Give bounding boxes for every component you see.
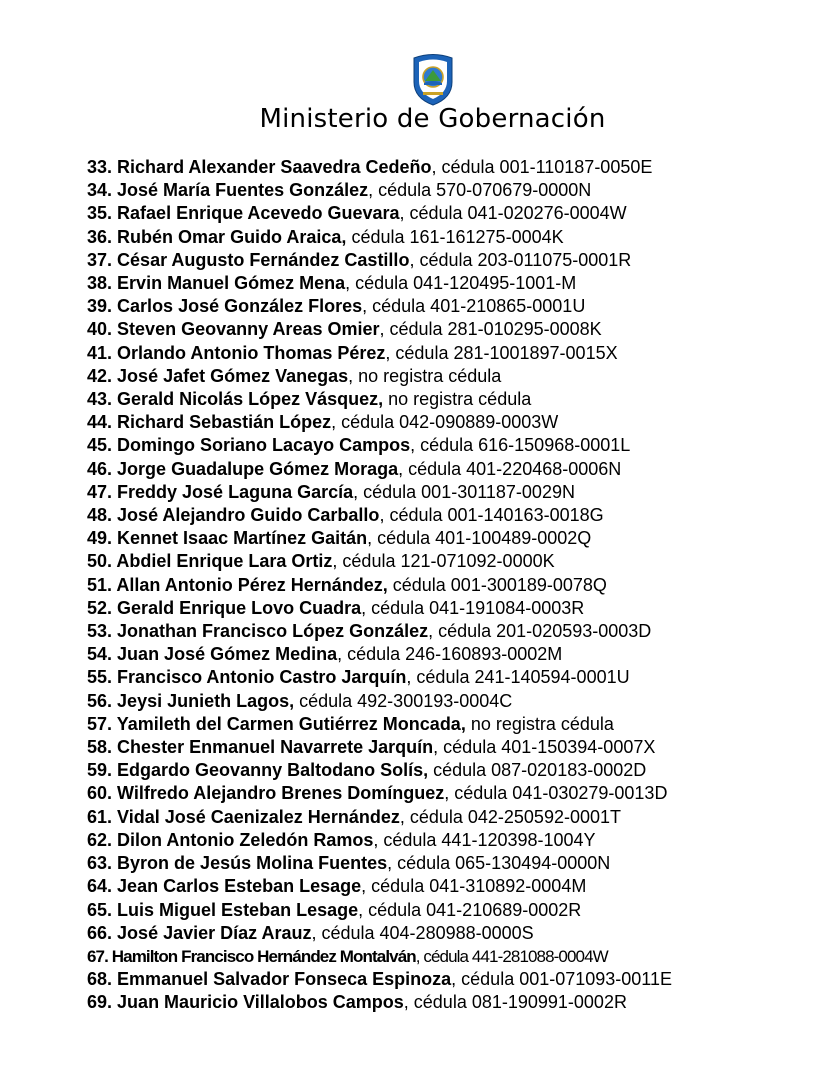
- entry-number: 40.: [87, 319, 113, 340]
- entry-number: 61.: [87, 806, 113, 827]
- entry-number: 49.: [87, 528, 113, 549]
- entry-name: Gerald Nicolás López Vásquez,: [117, 389, 384, 410]
- person-name: [87, 366, 348, 386]
- entry-number: 36.: [87, 226, 113, 247]
- entry-name: Orlando Antonio Thomas Pérez: [117, 342, 386, 363]
- entry-number: 35.: [87, 203, 113, 224]
- entry-detail: , cédula 246-160893-0002M: [337, 644, 563, 665]
- entry-number: 37.: [87, 249, 113, 270]
- entry-detail: , cédula 121-071092-0000K: [332, 551, 555, 572]
- list-item: [87, 643, 807, 666]
- entry-detail: cédula 001-300189-0078Q: [387, 574, 607, 595]
- list-item: [87, 458, 807, 481]
- coat-of-arms-icon: [410, 52, 456, 106]
- entry-name: Emmanuel Salvador Fonseca Espinoza: [117, 969, 452, 990]
- entry-name: Allan Antonio Pérez Hernández,: [116, 574, 388, 595]
- entry-detail: , cédula 042-090889-0003W: [331, 412, 559, 433]
- entry-name: Kennet Isaac Martínez Gaitán: [117, 528, 368, 549]
- list-item: [87, 411, 807, 434]
- entry-number: 48.: [87, 505, 113, 526]
- person-name: [87, 714, 466, 734]
- entry-name: Francisco Antonio Castro Jarquín: [117, 667, 407, 688]
- document-header: [0, 52, 825, 134]
- entry-number: 66.: [87, 922, 113, 943]
- list-item: [87, 249, 807, 272]
- entry-detail: , no registra cédula: [348, 365, 502, 386]
- entry-number: 52.: [87, 597, 113, 618]
- person-name: [87, 853, 387, 873]
- person-name: [87, 273, 345, 293]
- entry-name: Edgardo Geovanny Baltodano Solís,: [117, 760, 429, 781]
- person-list: [87, 156, 807, 1015]
- entry-number: 69.: [87, 992, 113, 1013]
- entry-number: 67.: [87, 946, 108, 966]
- entry-detail: , cédula 281-1001897-0015X: [385, 342, 618, 363]
- entry-detail: , cédula 404-280988-0000S: [311, 922, 534, 943]
- list-item: [87, 620, 807, 643]
- entry-detail: , cédula 203-011075-0001R: [409, 249, 632, 270]
- list-item: [87, 574, 807, 597]
- entry-detail: , cédula 441-120398-1004Y: [373, 829, 596, 850]
- list-item: [87, 782, 807, 805]
- entry-detail: , cédula 441-281088-0004W: [415, 946, 608, 966]
- entry-detail: , cédula 401-100489-0002Q: [367, 528, 592, 549]
- list-item: [87, 968, 807, 991]
- person-name: [87, 528, 367, 548]
- person-name: [87, 807, 400, 827]
- list-item: [87, 806, 807, 829]
- entry-name: Chester Enmanuel Navarrete Jarquín: [117, 737, 434, 758]
- entry-number: 43.: [87, 389, 113, 410]
- list-item: [87, 829, 807, 852]
- list-item: [87, 179, 807, 202]
- entry-number: 34.: [87, 180, 118, 201]
- list-item: [87, 202, 807, 225]
- entry-name: Rafael Enrique Acevedo Guevara: [117, 203, 400, 224]
- entry-number: 44.: [87, 412, 113, 433]
- entry-detail: , cédula 001-071093-0011E: [451, 969, 672, 990]
- person-name: [87, 644, 337, 664]
- list-item: [87, 945, 807, 968]
- person-name: [87, 157, 432, 177]
- entry-number: 45.: [87, 435, 113, 456]
- person-name: [87, 876, 361, 896]
- entry-name: José Javier Díaz Arauz: [117, 922, 312, 943]
- entry-detail: , cédula 041-210689-0002R: [358, 899, 582, 920]
- person-name: [87, 923, 311, 943]
- list-item: [87, 272, 807, 295]
- ministry-title: Ministerio de Gobernación: [259, 104, 606, 134]
- entry-name: Abdiel Enrique Lara Ortiz: [116, 551, 333, 572]
- entry-detail: no registra cédula: [465, 713, 614, 734]
- entry-number: 50.: [87, 551, 113, 572]
- person-name: [87, 482, 353, 502]
- list-item: [87, 991, 807, 1014]
- entry-number: 59.: [87, 760, 113, 781]
- person-name: [87, 459, 398, 479]
- entry-detail: , cédula 570-070679-0000N: [368, 180, 592, 201]
- list-item: [87, 342, 807, 365]
- entry-name: Steven Geovanny Areas Omier: [117, 319, 380, 340]
- list-item: [87, 736, 807, 759]
- person-name: [87, 250, 409, 270]
- entry-number: 65.: [87, 899, 113, 920]
- list-item: [87, 527, 807, 550]
- list-item: [87, 713, 807, 736]
- list-item: [87, 597, 807, 620]
- entry-number: 39.: [87, 296, 113, 317]
- entry-detail: , cédula 241-140594-0001U: [406, 667, 630, 688]
- entry-name: Hamilton Francisco Hernández Montalván: [111, 946, 416, 966]
- person-name: [87, 319, 380, 339]
- list-item: [87, 875, 807, 898]
- entry-number: 55.: [87, 667, 113, 688]
- entry-name: José Jafet Gómez Vanegas: [117, 365, 349, 386]
- list-item: [87, 690, 807, 713]
- person-name: [87, 830, 373, 850]
- person-name: [87, 737, 433, 757]
- person-name: [87, 227, 346, 247]
- entry-name: Jeysi Junieth Lagos,: [117, 690, 295, 711]
- list-item: [87, 156, 807, 179]
- entry-detail: , cédula 201-020593-0003D: [428, 621, 652, 642]
- person-name: [87, 598, 361, 618]
- entry-number: 56.: [87, 690, 113, 711]
- entry-detail: , cédula 001-110187-0050E: [431, 157, 653, 177]
- person-name: [87, 947, 416, 966]
- entry-number: 41.: [87, 342, 113, 363]
- list-item: [87, 504, 807, 527]
- entry-detail: , cédula 281-010295-0008K: [379, 319, 602, 340]
- entry-detail: , cédula 042-250592-0001T: [399, 806, 621, 827]
- entry-number: 47.: [87, 481, 118, 502]
- entry-name: Byron de Jesús Molina Fuentes: [117, 853, 388, 874]
- entry-number: 60.: [87, 783, 113, 804]
- person-name: [87, 551, 332, 571]
- list-item: [87, 852, 807, 875]
- list-item: [87, 922, 807, 945]
- entry-name: Gerald Enrique Lovo Cuadra: [117, 597, 362, 618]
- person-name: [87, 900, 358, 920]
- entry-name: José María Fuentes González: [117, 180, 369, 201]
- entry-name: Domingo Soriano Lacayo Campos: [117, 435, 411, 456]
- entry-detail: , cédula 041-310892-0004M: [361, 876, 587, 897]
- list-item: [87, 434, 807, 457]
- entry-name: Juan José Gómez Medina: [117, 644, 338, 665]
- list-item: [87, 295, 807, 318]
- entry-name: Jonathan Francisco López González: [117, 621, 429, 642]
- entry-name: Vidal José Caenizalez Hernández: [117, 806, 400, 827]
- entry-detail: cédula 087-020183-0002D: [428, 760, 647, 781]
- list-item: [87, 666, 807, 689]
- person-name: [87, 783, 444, 803]
- entry-detail: , cédula 041-020276-0004W: [399, 203, 627, 224]
- entry-number: 64.: [87, 876, 113, 897]
- list-item: [87, 550, 807, 573]
- entry-detail: , cédula 081-190991-0002R: [403, 992, 627, 1013]
- person-name: [87, 691, 294, 711]
- person-name: [87, 621, 428, 641]
- entry-name: Dilon Antonio Zeledón Ramos: [117, 829, 374, 850]
- person-name: [87, 180, 368, 200]
- list-item: [87, 226, 807, 249]
- entry-name: Jean Carlos Esteban Lesage: [117, 876, 362, 897]
- entry-name: Rubén Omar Guido Araica,: [117, 226, 347, 247]
- entry-number: 58.: [87, 737, 113, 758]
- entry-detail: , cédula 401-220468-0006N: [398, 458, 622, 479]
- entry-name: Freddy José Laguna García: [117, 481, 354, 502]
- entry-detail: , cédula 001-301187-0029N: [353, 481, 575, 502]
- person-name: [87, 296, 362, 316]
- entry-name: Juan Mauricio Villalobos Campos: [117, 992, 404, 1013]
- entry-detail: , cédula 001-140163-0018G: [379, 505, 604, 526]
- entry-number: 38.: [87, 273, 113, 294]
- entry-name: César Augusto Fernández Castillo: [117, 249, 410, 270]
- person-name: [87, 389, 383, 409]
- list-item: [87, 481, 807, 504]
- list-item: [87, 759, 807, 782]
- entry-number: 63.: [87, 853, 113, 874]
- entry-detail: , cédula 041-030279-0013D: [444, 783, 668, 804]
- entry-number: 51.: [87, 574, 113, 595]
- list-item: [87, 388, 807, 411]
- entry-name: Luis Miguel Esteban Lesage: [117, 899, 359, 920]
- entry-detail: cédula 161-161275-0004K: [346, 226, 564, 247]
- entry-number: 62.: [87, 829, 113, 850]
- entry-number: 46.: [87, 458, 113, 479]
- entry-detail: , cédula 401-150394-0007X: [433, 737, 656, 758]
- entry-detail: , cédula 616-150968-0001L: [410, 435, 631, 456]
- entry-name: Richard Sebastián López: [117, 412, 332, 433]
- person-name: [87, 667, 406, 687]
- list-item: [87, 899, 807, 922]
- person-name: [87, 992, 404, 1012]
- entry-name: Ervin Manuel Gómez Mena: [117, 273, 346, 294]
- entry-number: 33.: [87, 157, 113, 177]
- person-name: [87, 412, 331, 432]
- entry-name: Richard Alexander Saavedra Cedeño: [117, 157, 432, 177]
- entry-number: 42.: [87, 365, 113, 386]
- person-name: [87, 435, 410, 455]
- entry-name: Yamileth del Carmen Gutiérrez Moncada,: [116, 713, 466, 734]
- entry-detail: , cédula 041-191084-0003R: [361, 597, 585, 618]
- person-name: [87, 505, 379, 525]
- entry-detail: , cédula 401-210865-0001U: [362, 296, 586, 317]
- person-name: [87, 343, 385, 363]
- entry-name: Carlos José González Flores: [117, 296, 363, 317]
- person-name: [87, 969, 451, 989]
- person-name: [87, 575, 388, 595]
- entry-name: Jorge Guadalupe Gómez Moraga: [117, 458, 399, 479]
- entry-name: Wilfredo Alejandro Brenes Domínguez: [117, 783, 445, 804]
- entry-number: 54.: [87, 644, 113, 665]
- entry-name: José Alejandro Guido Carballo: [117, 505, 380, 526]
- entry-detail: , cédula 065-130494-0000N: [387, 853, 611, 874]
- entry-number: 57.: [87, 713, 113, 734]
- entry-detail: , cédula 041-120495-1001-M: [345, 273, 577, 294]
- entry-detail: no registra cédula: [383, 389, 532, 410]
- entry-number: 68.: [87, 969, 113, 990]
- list-item: [87, 318, 807, 341]
- person-name: [87, 760, 428, 780]
- entry-number: 53.: [87, 621, 113, 642]
- person-name: [87, 203, 400, 223]
- list-item: [87, 365, 807, 388]
- entry-detail: cédula 492-300193-0004C: [294, 690, 513, 711]
